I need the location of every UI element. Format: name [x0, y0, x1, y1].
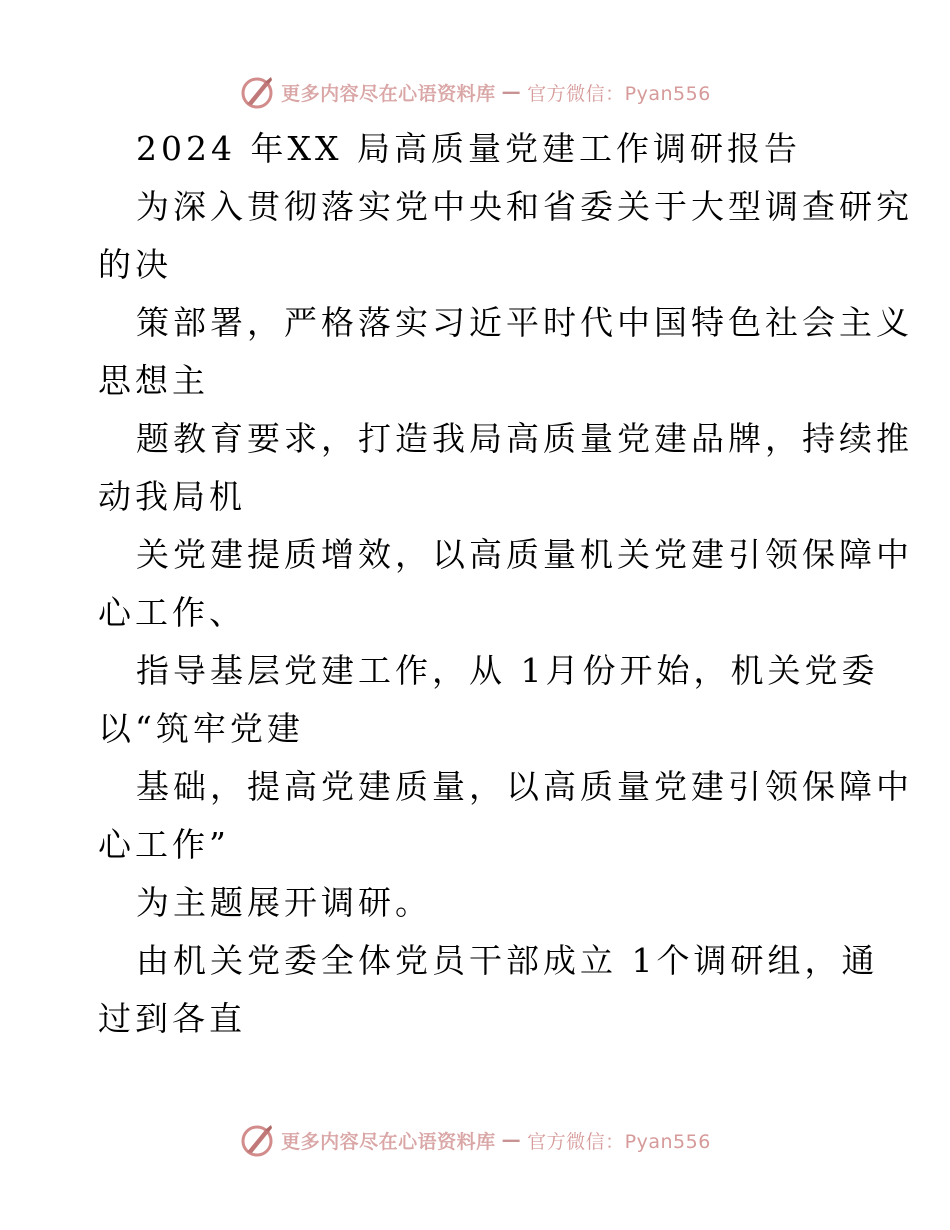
header-watermark: [0, 72, 950, 112]
document-line: 关党建提质增效，以高质量机关党建引领保障中: [136, 535, 913, 574]
watermark-account-text: 官方微信：Pyan556: [527, 1130, 711, 1153]
document-line: 指导基层党建工作，从 1月份开始，机关党委: [136, 651, 879, 690]
document-line: 由机关党委全体党员干部成立 1个调研组，通: [136, 941, 879, 980]
document-line: 过到各直: [98, 999, 246, 1038]
document-line: 为主题展开调研。: [136, 883, 432, 922]
watermark-main-text: 更多内容尽在心语资料库: [281, 1130, 496, 1153]
document-line: 题教育要求，打造我局高质量党建品牌，持续推: [136, 419, 913, 458]
document-line: 思想主: [98, 361, 209, 400]
watermark-account-text: 官方微信：Pyan556: [527, 82, 711, 105]
document-line: 以“筑牢党建: [98, 709, 304, 748]
quill-pen-circle-icon: [239, 1122, 275, 1158]
watermark-dash: —: [501, 81, 522, 103]
watermark-main-text: 更多内容尽在心语资料库: [281, 82, 496, 105]
document-body: [98, 120, 913, 1048]
document-line: 的决: [98, 245, 172, 284]
document-line: 基础，提高党建质量，以高质量党建引领保障中: [136, 767, 913, 806]
document-line: 心工作、: [98, 593, 246, 632]
document-line: 动我局机: [98, 477, 246, 516]
quill-pen-circle-icon: [239, 74, 275, 110]
document-line: 心工作”: [98, 825, 230, 864]
document-line: 策部署，严格落实习近平时代中国特色社会主义: [136, 303, 913, 342]
footer-watermark: [0, 1120, 950, 1160]
document-title: 2024 年XX 局高质量党建工作调研报告: [136, 129, 801, 168]
document-line: 为深入贯彻落实党中央和省委关于大型调查研究: [136, 187, 913, 226]
watermark-dash: —: [501, 1129, 522, 1151]
